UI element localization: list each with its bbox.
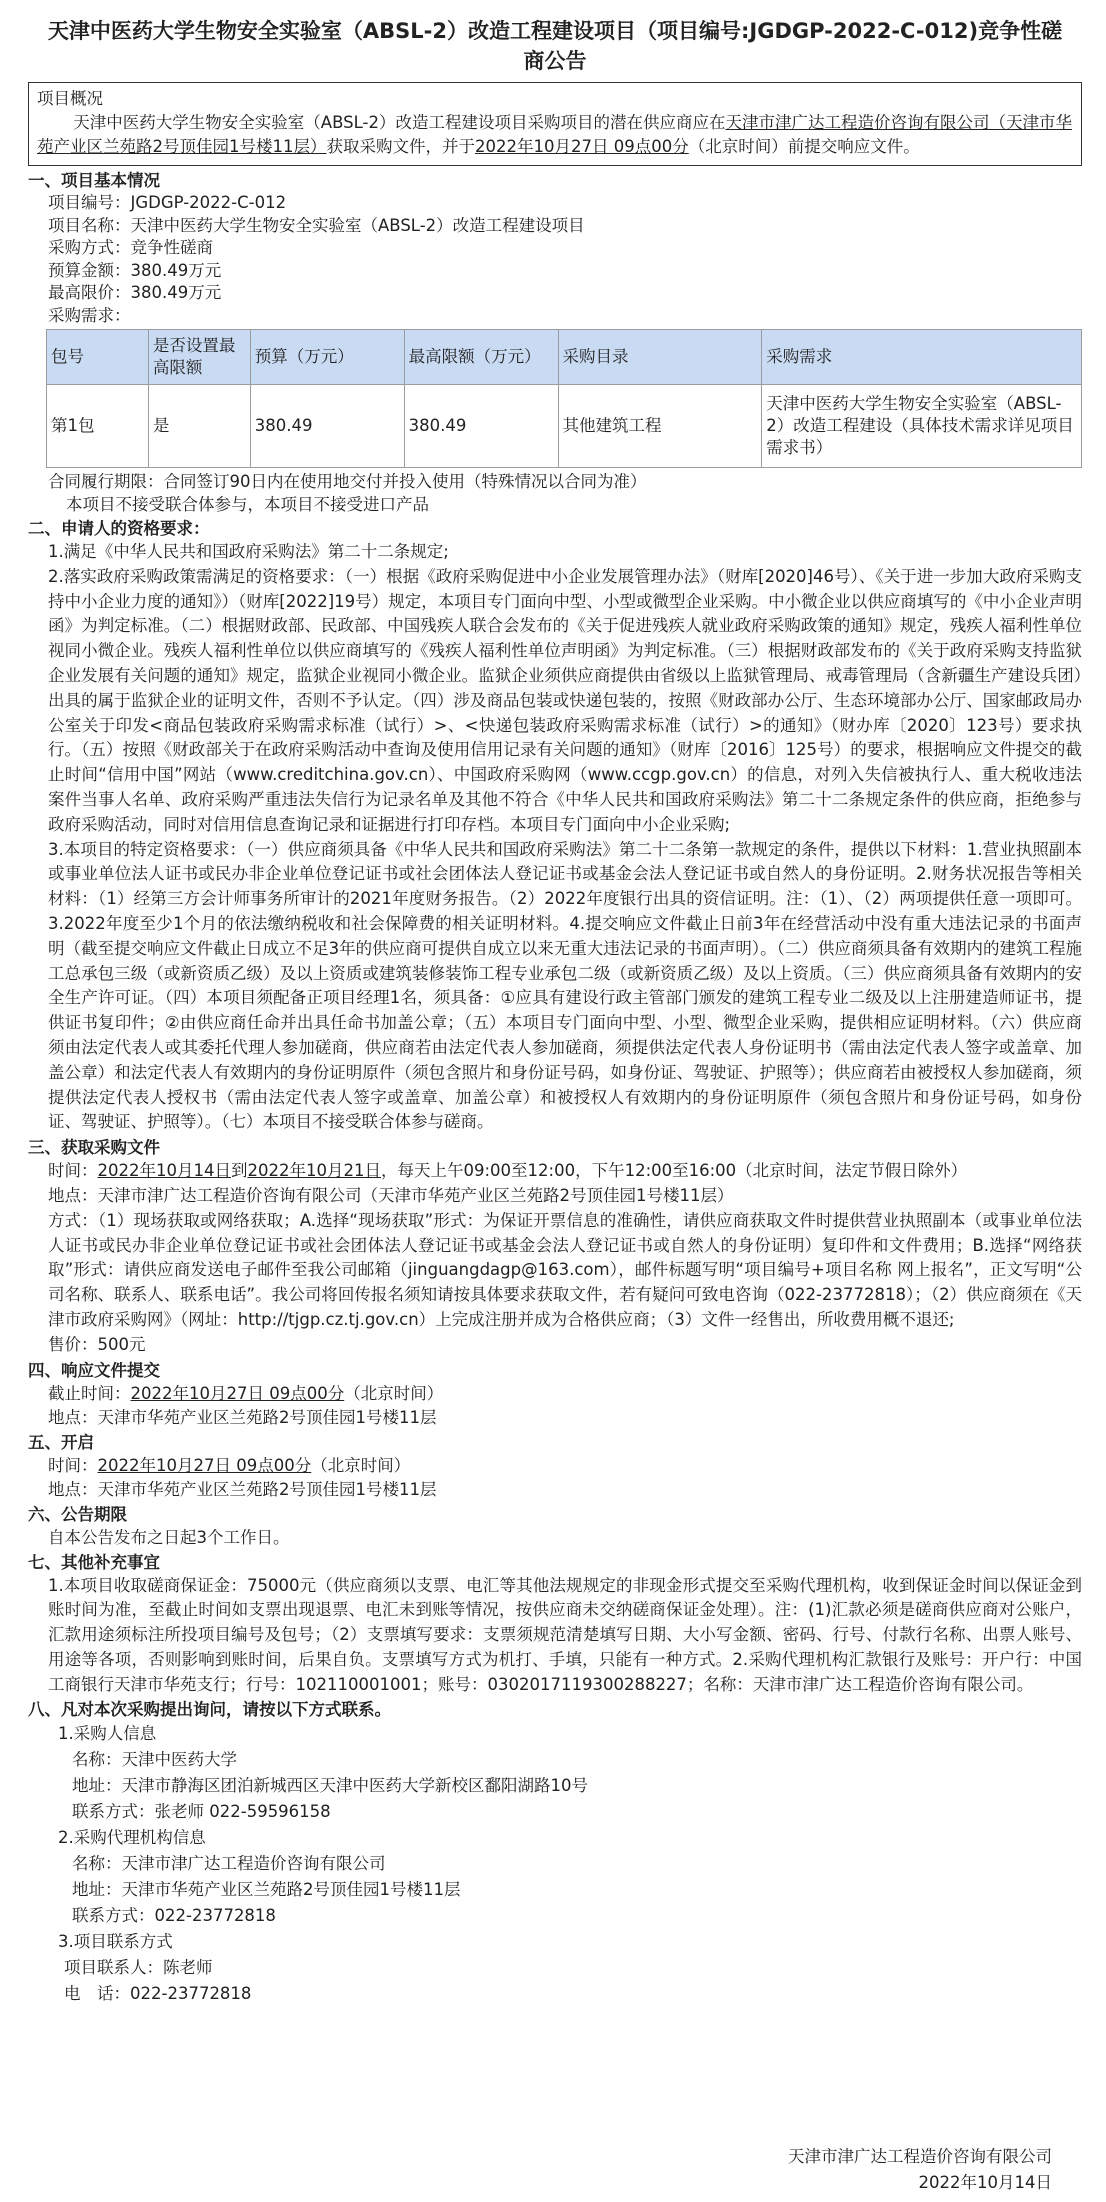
table-row — [47, 385, 1082, 468]
table-header-cell: 预算（万元） — [250, 330, 404, 385]
project-name: 项目名称：天津中医药大学生物安全实验室（ABSL-2）改造工程建设项目 — [48, 215, 585, 235]
overview-text-1: 天津中医药大学生物安全实验室（ABSL-2）改造工程建设项目采购项目的潜在供应商应在 — [73, 113, 726, 132]
overview-paragraph — [37, 111, 1073, 159]
table-cell: 天津中医药大学生物安全实验室（ABSL-2）改造工程建设（具体技术需求详见项目需求书） — [762, 385, 1082, 468]
procurement-needs-label: 采购需求： — [48, 305, 131, 325]
page-title: 天津中医药大学生物安全实验室（ABSL-2）改造工程建设项目（项目编号:JGDGP-2022-C-012)竞争性磋商公告 — [47, 19, 1063, 73]
agent-info-title: 2.采购代理机构信息 — [58, 1828, 206, 1848]
package-table — [46, 329, 1082, 468]
overview-agency-link: 天津市津广达工程造价咨询有限公司（天津市华苑产业区兰苑路2号顶佳园1号楼11层） — [37, 113, 1072, 156]
supplementary-info: 1.本项目收取磋商保证金：75000元（供应商须以支票、电汇等其他法规规定的非现金形式提交至采购代理机构，收到保证金时间以保证金到账时间为准，至截止时间如支票出现退票、电汇未到账等情况，按供应商未交纳磋商保证金处理）。注：(1)汇款必须是磋商供应商对公账户，汇款用途须标注所投项目编号及包号；（2）支票填写要求：支票须规范清楚填写日期、大小写金额、密码、行号、付款行名称、出票人账号、用途等各项，否则影响到账时间，后果自负。支票填写方式为机打、手填，只能有一种方式。2.采购代理机构汇款银行及账号：开户行：中国工商银行天津市华苑支行；行号：102110001001；账号：0302017119300288227；名称：天津市津广达工程造价咨询有限公司。 — [48, 1575, 1082, 1694]
section-7-heading: 七、其他补充事宜 — [28, 1552, 160, 1572]
opening-place: 地点：天津市华苑产业区兰苑路2号顶佳园1号楼11层 — [48, 1479, 437, 1499]
project-contact-phone: 电 话：022-23772818 — [64, 1984, 252, 2004]
opening-time — [28, 1454, 1082, 1478]
deadline-label: 截止时间： — [48, 1383, 131, 1403]
obtain-place: 地点：天津市津广达工程造价咨询有限公司（天津市华苑产业区兰苑路2号顶佳园1号楼11层） — [48, 1185, 734, 1205]
overview-deadline: 2022年10月27日 09点00分 — [475, 137, 689, 156]
opening-time-value: 2022年10月27日 09点00分 — [97, 1455, 312, 1475]
table-header-cell: 采购需求 — [762, 330, 1082, 385]
qualification-3: 3.本项目的特定资格要求：（一）供应商须具备《中华人民共和国政府采购法》第二十二条第一款规定的条件，提供以下材料：1.营业执照副本或事业单位法人证书或民办非企业单位登记证书或社会团体法人登记证书或基金会法人登记证书或自然人的身份证明。2.财务状况报告等相关材料：（1）经第三方会计师事务所审计的2021年度财务报告。（2）2022年度银行出具的资信证明。注：（1）、（2）两项提供任意一项即可。3.2022年度至少1个月的依法缴纳税收和社会保障费的相关证明材料。4.提交响应文件截止日前3年在经营活动中没有重大违法记录的书面声明（截至提交响应文件截止日成立不足3年的供应商可提供自成立以来无重大违法记录的书面声明）。（二）供应商须具备有效期内的建筑工程施工总承包三级（或新资质乙级）及以上资质或建筑装修装饰工程专业承包二级（或新资质乙级）及以上资质。（三）供应商须具备有效期内的安全生产许可证。（四）本项目须配备正项目经理1名，须具备：①应具有建设行政主管部门颁发的建筑工程专业二级及以上注册建造师证书，提供证书复印件；②由供应商任命并出具任命书加盖公章；（五）本项目专门面向中型、小型、微型企业采购，提供相应证明材料。（六）供应商须由法定代表人或其委托代理人参加磋商，供应商若由法定代表人参加磋商，须提供法定代表人身份证明书（需由法定代表人签字或盖章、加盖公章）和法定代表人有效期内的身份证明原件（须包含照片和身份证号码，如身份证、驾驶证、护照等）；供应商若由被授权人参加磋商，须提供法定代表人授权书（需由法定代表人签字或盖章、加盖公章）和被授权人有效期内的身份证明原件（须包含照片和身份证号码，如身份证、驾驶证、护照等）。（七）本项目不接受联合体参与磋商。 — [48, 839, 1082, 1132]
obtain-start-date: 2022年10月14日 — [97, 1161, 231, 1181]
max-price: 最高限价：380.49万元 — [48, 283, 222, 302]
announcement-period: 自本公告发布之日起3个工作日。 — [48, 1527, 290, 1547]
obtain-hours: ，每天上午09:00至12:00，下午12:00至16:00（北京时间，法定节假日除外） — [380, 1161, 968, 1181]
buyer-address: 地址：天津市静海区团泊新城西区天津中医药大学新校区鄱阳湖路10号 — [72, 1776, 588, 1796]
signature-date: 2022年10月14日 — [918, 2173, 1052, 2192]
table-cell: 380.49 — [404, 385, 558, 468]
buyer-contact: 联系方式：张老师 022-59596158 — [72, 1802, 331, 1822]
project-overview-box — [28, 82, 1082, 166]
section-6-heading: 六、公告期限 — [28, 1504, 127, 1524]
overview-text-2: 获取采购文件，并于 — [326, 137, 475, 156]
project-contact-person: 项目联系人：陈老师 — [64, 1958, 213, 1978]
deadline-timezone: （北京时间） — [344, 1383, 444, 1403]
opening-time-label: 时间： — [48, 1455, 98, 1475]
section-1-heading: 一、项目基本情况 — [28, 171, 160, 190]
table-header-cell: 包号 — [47, 330, 149, 385]
agent-contact: 联系方式：022-23772818 — [72, 1906, 276, 1926]
qualification-2: 2.落实政府采购政策需满足的资格要求：（一）根据《政府采购促进中小企业发展管理办法》（财库[2020]46号）、《关于进一步加大政府采购支持中小企业力度的通知》）（财库[2022]19号）规定，本项目专门面向中型、小型或微型企业采购。中小微企业以供应商填写的《中小企业声明函》为判定标准。（二）根据财政部、民政部、中国残疾人联合会发布的《关于促进残疾人就业政府采购政策的通知》规定，残疾人福利性单位视同小微企业。残疾人福利性单位以供应商填写的《残疾人福利性单位声明函》为判定标准。（三）根据财政部发布的《关于政府采购支持监狱企业发展有关问题的通知》规定，监狱企业视同小微企业。监狱企业须供应商提供由省级以上监狱管理局、戒毒管理局（含新疆生产建设兵团）出具的属于监狱企业的证明文件，否则不予认定。（四）涉及商品包装或快递包装的，按照《财政部办公厅、生态环境部办公厅、国家邮政局办公室关于印发<商品包装政府采购需求标准（试行）>、<快递包装政府采购需求标准（试行）>的通知》（财办库〔2020〕123号）要求执行。（五）按照《财政部关于在政府采购活动中查询及使用信用记录有关问题的通知》（财库〔2016〕125号）的要求，根据响应文件提交的截止时间“信用中国”网站（www.creditchina.gov.cn）、中国政府采购网（www.ccgp.gov.cn）的信息，对列入失信被执行人、重大税收违法案件当事人名单、政府采购严重违法失信行为记录名单及其他不符合《中华人民共和国政府采购法》第二十二条规定条件的供应商，拒绝参与政府采购活动，同时对信用信息查询记录和证据进行打印存档。本项目专门面向中小企业采购; — [48, 566, 1082, 834]
table-cell: 其他建筑工程 — [558, 385, 762, 468]
section-8-heading: 八、凡对本次采购提出询问，请按以下方式联系。 — [28, 1700, 391, 1720]
section-3-heading: 三、获取采购文件 — [28, 1138, 160, 1158]
consortium-note: 本项目不接受联合体参与，本项目不接受进口产品 — [66, 494, 429, 514]
obtain-end-date: 2022年10月21日 — [247, 1161, 381, 1181]
announcement-page — [28, 16, 1082, 2192]
table-header-cell: 最高限额（万元） — [404, 330, 558, 385]
deadline-value: 2022年10月27日 09点00分 — [130, 1383, 345, 1403]
table-header-cell: 采购目录 — [558, 330, 762, 385]
table-cell: 是 — [148, 385, 250, 468]
table-header-cell: 是否设置最高限额 — [148, 330, 250, 385]
obtain-to-word: 到 — [230, 1161, 248, 1181]
buyer-info-title: 1.采购人信息 — [58, 1724, 157, 1744]
buyer-name: 名称：天津中医药大学 — [72, 1750, 237, 1770]
signature-company: 天津市津广达工程造价咨询有限公司 — [788, 2147, 1052, 2166]
table-cell: 380.49 — [250, 385, 404, 468]
agent-address: 地址：天津市华苑产业区兰苑路2号顶佳园1号楼11层 — [72, 1880, 461, 1900]
table-cell: 第1包 — [47, 385, 149, 468]
table-header-row — [47, 330, 1082, 385]
budget-amount: 预算金额：380.49万元 — [48, 260, 222, 280]
procurement-method: 采购方式：竞争性磋商 — [48, 238, 213, 257]
submission-deadline — [28, 1382, 1082, 1406]
section-4-heading: 四、响应文件提交 — [28, 1360, 160, 1380]
overview-label: 项目概况 — [37, 89, 103, 108]
obtain-time-label: 时间： — [48, 1161, 98, 1181]
qualification-1: 1.满足《中华人民共和国政府采购法》第二十二条规定; — [48, 542, 449, 561]
overview-text-3: （北京时间）前提交响应文件。 — [688, 137, 920, 156]
document-price: 售价：500元 — [48, 1334, 146, 1354]
section-2-heading: 二、申请人的资格要求： — [28, 519, 210, 538]
opening-timezone: （北京时间） — [311, 1455, 411, 1475]
project-contact-title: 3.项目联系方式 — [58, 1932, 173, 1952]
submission-place: 地点：天津市华苑产业区兰苑路2号顶佳园1号楼11层 — [48, 1407, 437, 1427]
contract-period: 合同履行期限：合同签订90日内在使用地交付并投入使用（特殊情况以合同为准） — [48, 472, 647, 491]
project-number: 项目编号：JGDGP-2022-C-012 — [48, 193, 287, 212]
obtain-time — [28, 1159, 1082, 1184]
obtain-method: 方式：（1）现场获取或网络获取；A.选择“现场获取”形式：为保证开票信息的准确性，请供应商获取文件时提供营业执照副本（或事业单位法人证书或民办非企业单位登记证书或社会团体法人登记证书或基金会法人登记证书或自然人的身份证明）复印件和文件费用；B.选择“网络获取”形式：请供应商发送电子邮件至我公司邮箱（jinguangdagp@163.com），邮件标题写明“项目编号+项目名称 网上报名”，正文写明“公司名称、联系人、联系电话”。我公司将回传报名须知请按具体要求获取文件，若有疑问可致电咨询（022-23772818）；（2）供应商须在《天津市政府采购网》（网址：http://tjgp.cz.tj.gov.cn）上完成注册并成为合格供应商；（3）文件一经售出，所收费用概不退还; — [48, 1210, 1082, 1329]
agent-name: 名称：天津市津广达工程造价咨询有限公司 — [72, 1854, 386, 1874]
section-5-heading: 五、开启 — [28, 1432, 94, 1452]
